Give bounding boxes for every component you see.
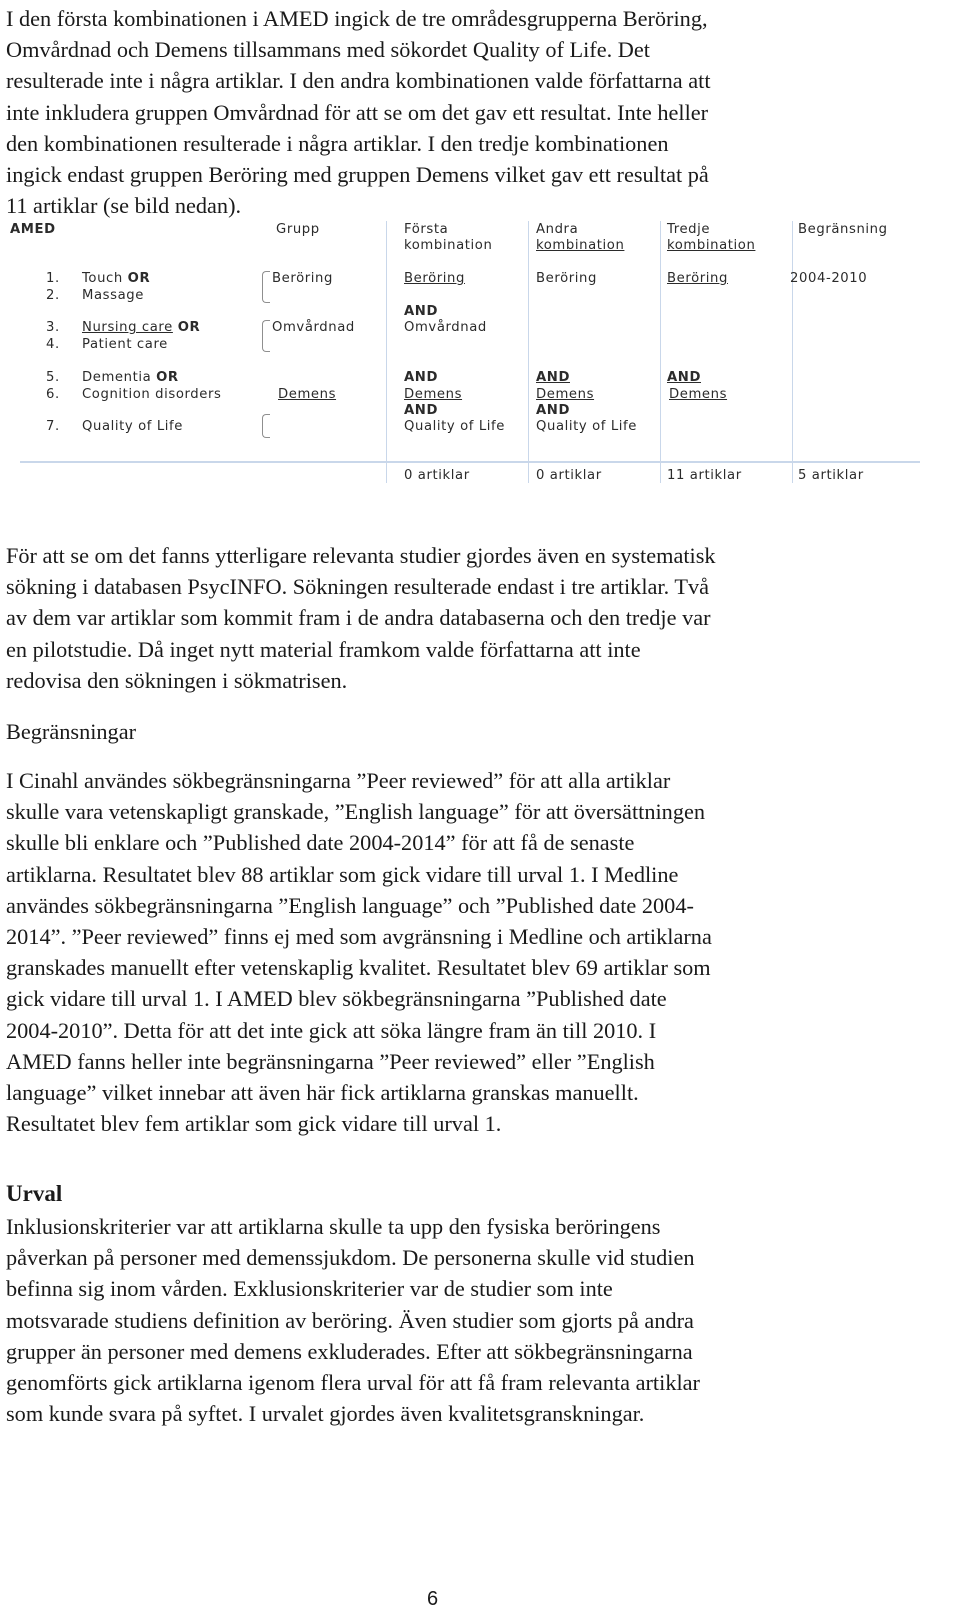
text-line: Resultatet blev fem artiklar som gick vidare till urval 1. xyxy=(6,1111,502,1137)
group-demens: Demens xyxy=(278,387,337,402)
combo2-result: 0 artiklar xyxy=(536,468,602,483)
text-line: grupper än personer med demens exkluderades. Efter att sökbegränsningarna xyxy=(6,1338,693,1364)
text-line: För att se om det fanns ytterligare relevanta studier gjordes även en systematisk xyxy=(6,543,716,568)
header-forsta-sub: kombination xyxy=(404,238,493,253)
text-line: resulterade inte i några artiklar. I den andra kombinationen valde författarna att xyxy=(6,68,711,94)
term-nursing-care: Nursing care OR xyxy=(82,320,201,335)
combo1-and: AND xyxy=(404,370,438,385)
text-line: Omvårdnad och Demens tillsammans med sökordet Quality of Life. Det xyxy=(6,37,650,63)
text-line: language” vilket innebar att även här fick artiklarna granskas manuellt. xyxy=(6,1080,639,1106)
combo2-demens: Demens xyxy=(536,387,595,402)
term-touch: Touch OR xyxy=(82,271,151,286)
term-quality-of-life: Quality of Life xyxy=(82,419,183,434)
term-number: 2. xyxy=(46,288,60,303)
heading-begransningar: Begränsningar xyxy=(6,719,137,744)
combo1-and: AND xyxy=(404,304,438,319)
term-number: 4. xyxy=(46,337,60,352)
text-line: skulle vara vetenskapligt granskade, ”English language” för att översättningen xyxy=(6,799,706,825)
term-number: 6. xyxy=(46,387,60,402)
limit-result: 5 artiklar xyxy=(798,468,864,483)
text-line: gick vidare till urval 1. I AMED blev sökbegränsningarna ”Published date xyxy=(6,986,667,1012)
limit-years: 2004-2010 xyxy=(790,271,868,286)
group-brace xyxy=(262,414,270,438)
column-divider xyxy=(660,221,661,483)
combo1-quality-of-life: Quality of Life xyxy=(404,419,505,434)
text-line: av dem var artiklar som kommit fram i de andra databaserna och den tredje var xyxy=(6,605,711,631)
paragraph-selection xyxy=(6,1211,931,1429)
term-patient-care: Patient care xyxy=(82,337,168,352)
text-line: I den första kombinationen i AMED ingick de tre områdesgrupperna Beröring, xyxy=(6,6,708,31)
text-line: ingick endast gruppen Beröring med gruppen Demens vilket gav ett resultat på xyxy=(6,162,709,188)
header-tredje: Tredje xyxy=(667,222,711,237)
term-dementia: Dementia OR xyxy=(82,370,179,385)
text-line: befinna sig inom vården. Exklusionskriterier var de studier som inte xyxy=(6,1276,613,1302)
text-line: inte inkludera gruppen Omvårdnad för att se om det gav ett resultat. Inte heller xyxy=(6,99,709,125)
term-number: 5. xyxy=(46,370,60,385)
column-divider xyxy=(792,221,793,483)
text-line: en pilotstudie. Då inget nytt material framkom valde författarna att inte xyxy=(6,636,641,662)
combo1-result: 0 artiklar xyxy=(404,468,470,483)
column-divider xyxy=(528,221,529,483)
paragraph-amed-combinations xyxy=(6,3,931,221)
combo3-demens: Demens xyxy=(669,387,728,402)
text-line: sökning i databasen PsycINFO. Sökningen resulterade endast i tre artiklar. Två xyxy=(6,574,710,600)
text-line: påverkan på personer med demenssjukdom. De personerna skulle vid studien xyxy=(6,1245,695,1271)
combo1-omvardnad: Omvårdnad xyxy=(404,320,487,335)
text-line: den kombinationen resulterade i några artiklar. I den tredje kombinationen xyxy=(6,130,669,156)
term-cognition-disorders: Cognition disorders xyxy=(82,387,222,402)
header-grupp: Grupp xyxy=(276,222,320,237)
text-line: 11 artiklar (se bild nedan). xyxy=(6,193,242,219)
paragraph-limits xyxy=(6,765,931,1139)
term-number: 3. xyxy=(46,320,60,335)
column-divider xyxy=(386,221,387,483)
text-line: redovisa den sökningen i sökmatrisen. xyxy=(6,667,348,693)
combo2-quality-of-life: Quality of Life xyxy=(536,419,637,434)
combo2-and: AND xyxy=(536,403,570,418)
text-line: som kunde svara på syftet. I urvalet gjordes även kvalitetsgranskningar. xyxy=(6,1401,645,1427)
term-number: 7. xyxy=(46,419,60,434)
term-massage: Massage xyxy=(82,288,144,303)
text-line: granskades manuellt efter vetenskaplig kvalitet. Resultatet blev 69 artiklar som xyxy=(6,955,711,981)
group-beroring: Beröring xyxy=(272,271,333,286)
combo2-and: AND xyxy=(536,370,570,385)
combo3-result: 11 artiklar xyxy=(667,468,742,483)
group-omvardnad: Omvårdnad xyxy=(272,320,355,335)
text-line: motsvarade studiens definition av beröring. Även studier som gjorts på andra xyxy=(6,1307,694,1333)
combo3-and: AND xyxy=(667,370,701,385)
combo3-beroring: Beröring xyxy=(667,271,728,286)
header-tredje-sub: kombination xyxy=(667,238,756,253)
group-brace xyxy=(262,320,270,352)
text-line: skulle bli enklare och ”Published date 2004-2014” för att få de senaste xyxy=(6,830,635,856)
page-number: 6 xyxy=(427,1588,439,1610)
database-label: AMED xyxy=(10,222,56,237)
paragraph-psycinfo xyxy=(6,540,931,696)
result-divider xyxy=(20,461,920,463)
header-andra: Andra xyxy=(536,222,579,237)
group-brace xyxy=(262,271,270,303)
term-number: 1. xyxy=(46,271,60,286)
combo2-beroring: Beröring xyxy=(536,271,597,286)
text-line: användes sökbegränsningarna ”English language” och ”Published date 2004- xyxy=(6,892,694,918)
header-andra-sub: kombination xyxy=(536,238,625,253)
combo1-beroring: Beröring xyxy=(404,271,465,286)
text-line: artiklarna. Resultatet blev 88 artiklar som gick vidare till urval 1. I Medline xyxy=(6,861,679,887)
text-line: AMED fanns heller inte begränsningarna ”Peer reviewed” eller ”English xyxy=(6,1048,655,1074)
text-line: I Cinahl användes sökbegränsningarna ”Peer reviewed” för att alla artiklar xyxy=(6,768,671,793)
combo1-and: AND xyxy=(404,403,438,418)
text-line: genomförts gick artiklarna igenom flera urval för att få fram relevanta artiklar xyxy=(6,1370,700,1396)
header-forsta: Första xyxy=(404,222,449,237)
header-begransning: Begränsning xyxy=(798,222,888,237)
heading-urval: Urval xyxy=(6,1181,63,1206)
text-line: 2014”. ”Peer reviewed” finns ej med som avgränsning i Medline och artiklarna xyxy=(6,924,712,950)
search-matrix-figure xyxy=(0,221,960,497)
text-line: 2004-2010”. Detta för att det inte gick att söka längre fram än till 2010. I xyxy=(6,1017,657,1043)
text-line: Inklusionskriterier var att artiklarna skulle ta upp den fysiska beröringens xyxy=(6,1214,661,1239)
combo1-demens: Demens xyxy=(404,387,463,402)
